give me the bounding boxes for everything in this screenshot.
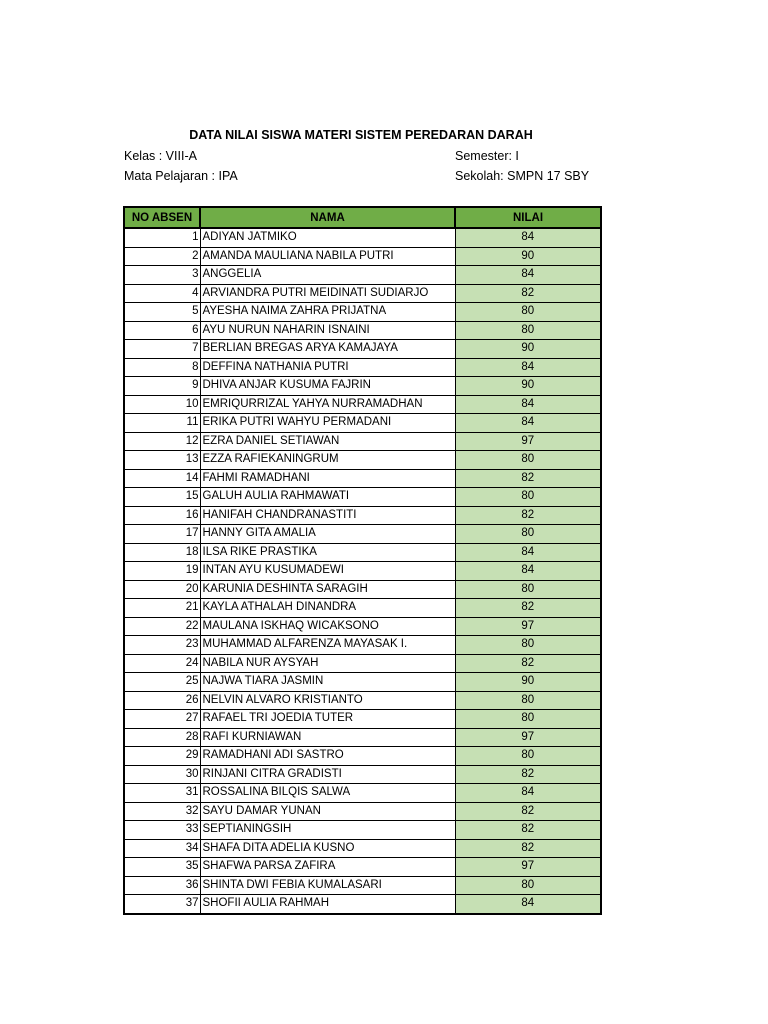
row-nama: MUHAMMAD ALFARENZA MAYASAK I. <box>200 636 455 655</box>
table-row <box>124 839 601 858</box>
row-nama: NELVIN ALVARO KRISTIANTO <box>200 691 455 710</box>
row-no-absen: 32 <box>124 802 200 821</box>
row-nilai: 80 <box>455 691 601 710</box>
row-no-absen: 22 <box>124 617 200 636</box>
row-nilai: 80 <box>455 580 601 599</box>
table-row <box>124 469 601 488</box>
row-nilai: 90 <box>455 377 601 396</box>
table-row <box>124 247 601 266</box>
row-nama: RINJANI CITRA GRADISTI <box>200 765 455 784</box>
row-no-absen: 31 <box>124 784 200 803</box>
row-no-absen: 25 <box>124 673 200 692</box>
row-nama: AYESHA NAIMA ZAHRA PRIJATNA <box>200 303 455 322</box>
table-row <box>124 414 601 433</box>
row-nama: SAYU DAMAR YUNAN <box>200 802 455 821</box>
table-row <box>124 284 601 303</box>
row-nilai: 84 <box>455 228 601 247</box>
row-nilai: 97 <box>455 432 601 451</box>
table-row <box>124 876 601 895</box>
row-nilai: 82 <box>455 802 601 821</box>
class-label: Kelas : VIII-A <box>124 149 197 163</box>
row-nilai: 84 <box>455 266 601 285</box>
table-row <box>124 654 601 673</box>
row-nama: KARUNIA DESHINTA SARAGIH <box>200 580 455 599</box>
row-nama: RAMADHANI ADI SASTRO <box>200 747 455 766</box>
row-no-absen: 37 <box>124 895 200 914</box>
table-row <box>124 321 601 340</box>
semester-label: Semester: I <box>455 149 519 163</box>
row-nama: EZRA DANIEL SETIAWAN <box>200 432 455 451</box>
header-nilai: NILAI <box>455 207 601 228</box>
row-no-absen: 17 <box>124 525 200 544</box>
row-no-absen: 1 <box>124 228 200 247</box>
row-nama: MAULANA ISKHAQ WICAKSONO <box>200 617 455 636</box>
row-nama: HANNY GITA AMALIA <box>200 525 455 544</box>
row-no-absen: 34 <box>124 839 200 858</box>
page-title: DATA NILAI SISWA MATERI SISTEM PEREDARAN DARAH <box>189 128 533 142</box>
row-nama: ARVIANDRA PUTRI MEIDINATI SUDIARJO <box>200 284 455 303</box>
row-nama: ILSA RIKE PRASTIKA <box>200 543 455 562</box>
table-row <box>124 747 601 766</box>
table-row <box>124 691 601 710</box>
row-nama: KAYLA ATHALAH DINANDRA <box>200 599 455 618</box>
row-no-absen: 5 <box>124 303 200 322</box>
row-no-absen: 10 <box>124 395 200 414</box>
row-nilai: 82 <box>455 839 601 858</box>
table-row <box>124 673 601 692</box>
row-nilai: 90 <box>455 247 601 266</box>
row-no-absen: 19 <box>124 562 200 581</box>
row-nama: EMRIQURRIZAL YAHYA NURRAMADHAN <box>200 395 455 414</box>
row-no-absen: 33 <box>124 821 200 840</box>
table-row <box>124 358 601 377</box>
row-no-absen: 24 <box>124 654 200 673</box>
row-no-absen: 16 <box>124 506 200 525</box>
row-nilai: 82 <box>455 765 601 784</box>
row-nama: ROSSALINA BILQIS SALWA <box>200 784 455 803</box>
school-label: Sekolah: SMPN 17 SBY <box>455 169 590 183</box>
row-no-absen: 28 <box>124 728 200 747</box>
row-nilai: 80 <box>455 747 601 766</box>
row-no-absen: 18 <box>124 543 200 562</box>
row-nama: RAFAEL TRI JOEDIA TUTER <box>200 710 455 729</box>
row-nilai: 82 <box>455 654 601 673</box>
row-no-absen: 21 <box>124 599 200 618</box>
row-nama: BERLIAN BREGAS ARYA KAMAJAYA <box>200 340 455 359</box>
row-nama: AMANDA MAULIANA NABILA PUTRI <box>200 247 455 266</box>
row-nilai: 80 <box>455 488 601 507</box>
table-row <box>124 432 601 451</box>
table-row <box>124 784 601 803</box>
row-no-absen: 30 <box>124 765 200 784</box>
row-nama: EZZA RAFIEKANINGRUM <box>200 451 455 470</box>
row-nama: NABILA NUR AYSYAH <box>200 654 455 673</box>
row-nilai: 80 <box>455 321 601 340</box>
header-nama: NAMA <box>200 207 455 228</box>
row-nama: FAHMI RAMADHANI <box>200 469 455 488</box>
row-nama: DHIVA ANJAR KUSUMA FAJRIN <box>200 377 455 396</box>
table-row <box>124 636 601 655</box>
row-no-absen: 15 <box>124 488 200 507</box>
table-row <box>124 562 601 581</box>
table-row <box>124 506 601 525</box>
row-nama: SEPTIANINGSIH <box>200 821 455 840</box>
row-nilai: 82 <box>455 821 601 840</box>
row-nilai: 90 <box>455 340 601 359</box>
row-nama: NAJWA TIARA JASMIN <box>200 673 455 692</box>
row-no-absen: 13 <box>124 451 200 470</box>
row-no-absen: 36 <box>124 876 200 895</box>
table-row <box>124 821 601 840</box>
row-nilai: 84 <box>455 358 601 377</box>
row-nama: AYU NURUN NAHARIN ISNAINI <box>200 321 455 340</box>
table-row <box>124 377 601 396</box>
table-row <box>124 580 601 599</box>
row-nama: ANGGELIA <box>200 266 455 285</box>
table-row <box>124 395 601 414</box>
row-no-absen: 6 <box>124 321 200 340</box>
table-row <box>124 802 601 821</box>
row-nilai: 82 <box>455 599 601 618</box>
row-nilai: 84 <box>455 395 601 414</box>
row-no-absen: 3 <box>124 266 200 285</box>
table-row <box>124 710 601 729</box>
row-nama: SHOFII AULIA RAHMAH <box>200 895 455 914</box>
row-nilai: 80 <box>455 525 601 544</box>
row-nama: GALUH AULIA RAHMAWATI <box>200 488 455 507</box>
row-no-absen: 4 <box>124 284 200 303</box>
header-no-absen: NO ABSEN <box>124 207 200 228</box>
row-nilai: 84 <box>455 543 601 562</box>
table-row <box>124 599 601 618</box>
row-no-absen: 8 <box>124 358 200 377</box>
row-nilai: 84 <box>455 414 601 433</box>
row-no-absen: 29 <box>124 747 200 766</box>
table-body <box>124 228 601 914</box>
row-nama: HANIFAH CHANDRANASTITI <box>200 506 455 525</box>
row-nilai: 97 <box>455 728 601 747</box>
table-row <box>124 617 601 636</box>
row-nilai: 80 <box>455 636 601 655</box>
table-row <box>124 895 601 914</box>
row-nilai: 80 <box>455 451 601 470</box>
table-row <box>124 228 601 247</box>
table-row <box>124 728 601 747</box>
row-no-absen: 11 <box>124 414 200 433</box>
row-nilai: 84 <box>455 784 601 803</box>
row-nilai: 84 <box>455 562 601 581</box>
row-nilai: 84 <box>455 895 601 914</box>
subject-label: Mata Pelajaran : IPA <box>124 169 238 183</box>
row-no-absen: 23 <box>124 636 200 655</box>
table-row <box>124 451 601 470</box>
row-nama: SHAFA DITA ADELIA KUSNO <box>200 839 455 858</box>
row-nilai: 90 <box>455 673 601 692</box>
table-row <box>124 303 601 322</box>
table-row <box>124 765 601 784</box>
row-nilai: 97 <box>455 858 601 877</box>
row-no-absen: 12 <box>124 432 200 451</box>
row-nama: DEFFINA NATHANIA PUTRI <box>200 358 455 377</box>
row-no-absen: 26 <box>124 691 200 710</box>
row-no-absen: 9 <box>124 377 200 396</box>
table-row <box>124 525 601 544</box>
row-nilai: 82 <box>455 284 601 303</box>
row-nilai: 80 <box>455 303 601 322</box>
table-row <box>124 858 601 877</box>
row-no-absen: 2 <box>124 247 200 266</box>
row-nama: RAFI KURNIAWAN <box>200 728 455 747</box>
row-nilai: 82 <box>455 506 601 525</box>
row-nama: ERIKA PUTRI WAHYU PERMADANI <box>200 414 455 433</box>
row-no-absen: 35 <box>124 858 200 877</box>
row-nilai: 82 <box>455 469 601 488</box>
table-row <box>124 543 601 562</box>
row-nama: INTAN AYU KUSUMADEWI <box>200 562 455 581</box>
row-no-absen: 14 <box>124 469 200 488</box>
row-nilai: 97 <box>455 617 601 636</box>
table-row <box>124 340 601 359</box>
row-nilai: 80 <box>455 710 601 729</box>
table-row <box>124 266 601 285</box>
row-no-absen: 7 <box>124 340 200 359</box>
row-no-absen: 27 <box>124 710 200 729</box>
grades-table <box>123 206 602 915</box>
row-nilai: 80 <box>455 876 601 895</box>
row-nama: SHAFWA PARSA ZAFIRA <box>200 858 455 877</box>
table-header-row <box>124 207 601 228</box>
row-no-absen: 20 <box>124 580 200 599</box>
row-nama: SHINTA DWI FEBIA KUMALASARI <box>200 876 455 895</box>
row-nama: ADIYAN JATMIKO <box>200 228 455 247</box>
table-row <box>124 488 601 507</box>
